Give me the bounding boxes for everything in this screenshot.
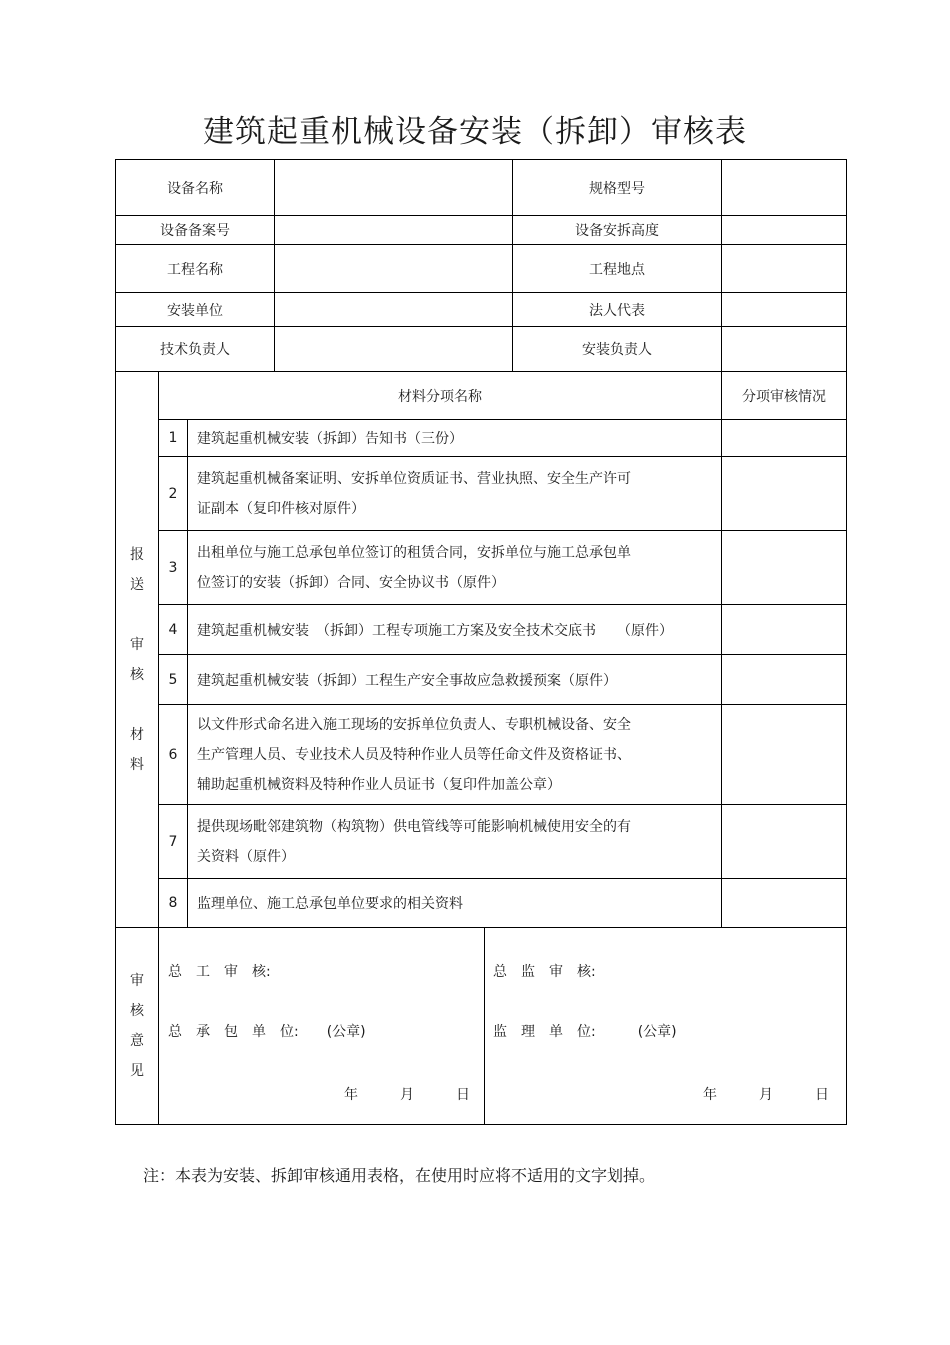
material-review[interactable]: [722, 655, 847, 705]
material-name: [188, 457, 722, 531]
material-name: [188, 531, 722, 605]
section-char: 送: [130, 576, 144, 593]
material-name: [188, 655, 722, 705]
contractor-date-label: 年 月 日: [344, 1087, 470, 1103]
info-label-record-no: 设备备案号: [116, 216, 275, 245]
material-no: 5: [159, 655, 188, 705]
section-char: 核: [130, 1003, 144, 1019]
info-value-tech-lead[interactable]: [275, 327, 513, 372]
section-char: 意: [130, 1033, 144, 1049]
material-line: 关资料（原件）: [197, 848, 295, 865]
material-line: 建筑起重机械安装（拆卸）工程生产安全事故应急救援预案（原件）: [197, 672, 617, 689]
material-no: 4: [159, 605, 188, 655]
info-value-equipment-name[interactable]: [275, 160, 513, 216]
material-no: 3: [159, 531, 188, 605]
section-char: 核: [130, 666, 144, 683]
info-label-tech-lead: 技术负责人: [116, 327, 275, 372]
supervision-unit-label: 监 理 单 位: (公章): [493, 1024, 677, 1040]
opinion-section-label: [116, 928, 159, 1125]
info-value-legal-rep[interactable]: [722, 293, 847, 327]
materials-header-review: 分项审核情况: [722, 372, 847, 420]
material-name: [188, 705, 722, 805]
material-line: 建筑起重机械安装（拆卸）告知书（三份）: [197, 431, 463, 447]
materials-header-name: 材料分项名称: [159, 372, 722, 420]
material-review[interactable]: [722, 420, 847, 457]
material-no: 7: [159, 805, 188, 879]
info-value-install-height[interactable]: [722, 216, 847, 245]
material-review[interactable]: [722, 705, 847, 805]
material-review[interactable]: [722, 879, 847, 928]
material-review[interactable]: [722, 531, 847, 605]
material-review[interactable]: [722, 457, 847, 531]
general-contractor-unit-label: 总 承 包 单 位: (公章): [168, 1024, 366, 1040]
material-review[interactable]: [722, 605, 847, 655]
supervisor-date-label: 年 月 日: [703, 1087, 829, 1103]
material-no: 8: [159, 879, 188, 928]
page-title: 建筑起重机械设备安装（拆卸）审核表: [203, 114, 747, 150]
chief-engineer-review-label: 总 工 审 核:: [168, 964, 271, 980]
info-label-install-height: 设备安拆高度: [513, 216, 722, 245]
material-line: 提供现场毗邻建筑物（构筑物）供电管线等可能影响机械使用安全的有: [197, 818, 631, 835]
info-label-legal-rep: 法人代表: [513, 293, 722, 327]
info-label-project-location: 工程地点: [513, 245, 722, 293]
material-line: 以文件形式命名进入施工现场的安拆单位负责人、专职机械设备、安全: [197, 716, 631, 733]
info-label-install-unit: 安装单位: [116, 293, 275, 327]
info-value-project-name[interactable]: [275, 245, 513, 293]
info-value-project-location[interactable]: [722, 245, 847, 293]
info-label-project-name: 工程名称: [116, 245, 275, 293]
section-char: 见: [130, 1063, 144, 1079]
info-value-install-unit[interactable]: [275, 293, 513, 327]
material-line: 生产管理人员、专业技术人员及特种作业人员等任命文件及资格证书、: [197, 746, 631, 763]
material-name: [188, 805, 722, 879]
material-line: 辅助起重机械资料及特种作业人员证书（复印件加盖公章）: [197, 776, 561, 793]
info-value-install-lead[interactable]: [722, 327, 847, 372]
info-label-model: 规格型号: [513, 160, 722, 216]
material-line: 建筑起重机械安装 （拆卸）工程专项施工方案及安全技术交底书 （原件）: [197, 622, 673, 639]
info-value-model[interactable]: [722, 160, 847, 216]
material-name: [188, 420, 722, 457]
section-char: 报: [130, 546, 144, 563]
footnote: 注：本表为安装、拆卸审核通用表格，在使用时应将不适用的文字划掉。: [143, 1166, 656, 1185]
material-line: 位签订的安装（拆卸）合同、安全协议书（原件）: [197, 574, 505, 591]
chief-supervisor-review-label: 总 监 审 核:: [493, 964, 596, 980]
material-no: 1: [159, 420, 188, 457]
material-line: 监理单位、施工总承包单位要求的相关资料: [197, 896, 463, 912]
material-line: 建筑起重机械备案证明、安拆单位资质证书、营业执照、安全生产许可: [197, 470, 631, 487]
info-value-record-no[interactable]: [275, 216, 513, 245]
info-label-equipment-name: 设备名称: [116, 160, 275, 216]
material-name: [188, 879, 722, 928]
section-char: 料: [130, 756, 144, 773]
material-no: 2: [159, 457, 188, 531]
material-review[interactable]: [722, 805, 847, 879]
material-no: 6: [159, 705, 188, 805]
materials-section-label: [116, 372, 159, 928]
material-name: [188, 605, 722, 655]
section-char: 材: [130, 726, 144, 743]
section-char: 审: [130, 636, 144, 653]
material-line: 证副本（复印件核对原件）: [197, 500, 365, 517]
section-char: 审: [130, 973, 144, 989]
info-label-install-lead: 安装负责人: [513, 327, 722, 372]
material-line: 出租单位与施工总承包单位签订的租赁合同，安拆单位与施工总承包单: [197, 544, 631, 561]
